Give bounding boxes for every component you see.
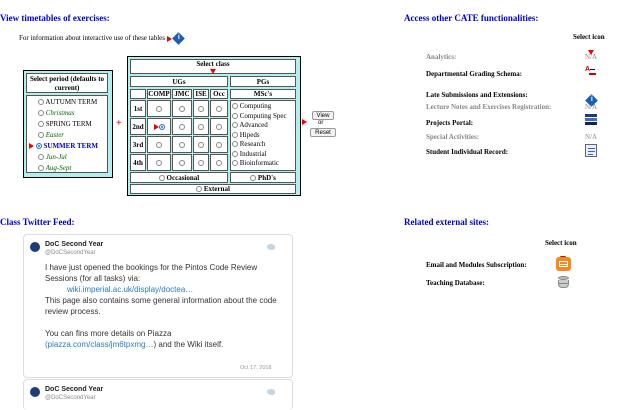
radio-selected-icon[interactable]	[159, 124, 165, 130]
msc-item[interactable]	[232, 131, 294, 141]
class-cell[interactable]	[147, 154, 171, 171]
projects-books-icon[interactable]	[585, 113, 598, 126]
timetables-heading: View timetables of exercises:	[0, 13, 110, 23]
class-cell[interactable]	[193, 118, 209, 135]
col-header: COMP	[148, 90, 170, 98]
cate-select-icon-label: Select icon	[573, 33, 605, 41]
row-header: 3rd	[130, 136, 146, 153]
pgs-header: PGs	[230, 76, 296, 87]
phd-option[interactable]	[230, 172, 296, 183]
class-cell[interactable]	[210, 100, 228, 117]
msc-label: Hipeds	[239, 130, 260, 139]
radio-icon[interactable]	[38, 99, 44, 105]
msc-label: Research	[239, 140, 266, 148]
tweet-body: I have just opened the bookings for the Pintos Code Review Sessions (for all tasks) via: wiki.imperial.ac.uk/display/doctea… This page also contains some general information about the code review process. You can fins more details on Piazza (piazza.com/class/jm6tpxmg…) and the Wiki itself.	[45, 262, 287, 350]
cate-heading: Access other CATE functionalities:	[404, 13, 539, 23]
grading-schema-icon[interactable]: A	[585, 66, 598, 78]
term-item[interactable]	[29, 108, 105, 119]
term-item[interactable]	[29, 97, 105, 108]
radio-icon[interactable]	[216, 106, 222, 112]
cate-row-label: Departmental Grading Schema:	[426, 70, 523, 78]
info-icon[interactable]	[172, 32, 185, 45]
radio-icon[interactable]	[216, 160, 222, 166]
col-header: ISE	[193, 89, 209, 99]
cate-row-label: Student Individual Record:	[426, 148, 509, 156]
tweet-card[interactable]	[23, 379, 293, 410]
cate-row-label: Analytics:	[426, 53, 457, 61]
term-label: Jun-Jul	[45, 153, 67, 161]
row-header: 2nd	[130, 118, 146, 135]
arrow-right-icon	[29, 143, 34, 149]
radio-icon[interactable]	[156, 106, 162, 112]
radio-icon[interactable]	[156, 142, 162, 148]
radio-icon[interactable]	[38, 121, 44, 127]
class-cell[interactable]	[193, 154, 209, 171]
tweet-link[interactable]: wiki.imperial.ac.uk/display/doctea…	[67, 285, 194, 294]
radio-icon[interactable]	[159, 175, 165, 181]
term-label: Easter	[45, 131, 65, 139]
radio-icon[interactable]	[198, 106, 204, 112]
record-document-icon[interactable]	[585, 144, 597, 157]
external-row-label: Teaching Database:	[426, 279, 485, 287]
radio-icon[interactable]	[216, 124, 222, 130]
msc-item[interactable]	[232, 112, 294, 122]
radio-icon[interactable]	[198, 142, 204, 148]
cate-na: N/A	[585, 53, 598, 61]
reset-button[interactable]: Reset	[310, 128, 336, 137]
term-item-current[interactable]	[29, 141, 105, 152]
tweet-handle[interactable]: @DoCSecondYear	[45, 395, 96, 401]
term-label: Aug-Sept	[45, 164, 72, 172]
class-panel	[127, 56, 301, 196]
msc-label: Advanced	[239, 121, 268, 129]
radio-icon[interactable]	[179, 106, 185, 112]
twitter-bird-icon[interactable]	[267, 389, 275, 395]
cate-na: N/A	[585, 133, 598, 141]
radio-icon[interactable]	[232, 103, 238, 109]
info-text: For information about interactive use of these tables	[19, 34, 165, 43]
tweet-text: This page also contains some general information about the code review process.	[45, 296, 277, 316]
radio-icon[interactable]	[216, 142, 222, 148]
avatar[interactable]	[30, 242, 40, 252]
class-cell[interactable]	[193, 136, 209, 153]
arrow-right-icon	[302, 113, 307, 131]
term-item[interactable]	[29, 152, 105, 163]
radio-icon[interactable]	[179, 124, 185, 130]
msc-item[interactable]	[232, 121, 294, 131]
radio-icon[interactable]	[38, 154, 44, 160]
row-header: 1st	[130, 100, 146, 117]
avatar[interactable]	[30, 387, 40, 397]
cate-na: N/A	[585, 103, 598, 111]
tweet-text: You can fins more details on Piazza	[45, 329, 172, 338]
radio-icon[interactable]	[250, 175, 256, 181]
radio-icon[interactable]	[38, 165, 44, 171]
database-icon[interactable]	[558, 276, 569, 289]
cate-row-label: Projects Portal:	[426, 119, 474, 127]
radio-icon[interactable]	[38, 110, 44, 116]
tweet-text: I have just opened the bookings for the Pintos Code Review Sessions (for all tasks) via:	[45, 263, 258, 283]
plus-sign: +	[116, 118, 122, 129]
col-header: Occ	[210, 89, 228, 99]
external-row-label: Email and Modules Subscription:	[426, 261, 527, 269]
radio-icon[interactable]	[232, 160, 238, 166]
term-item[interactable]	[29, 130, 105, 141]
radio-selected-icon[interactable]	[36, 143, 42, 149]
class-cell[interactable]	[147, 100, 171, 117]
col-header: JMC	[172, 89, 192, 99]
row-header: 4th	[130, 154, 146, 171]
tweet-handle[interactable]: @DoCSecondYear	[45, 250, 96, 256]
msc-item[interactable]	[232, 159, 294, 169]
msc-label: Computing Spec	[239, 111, 287, 120]
msc-label: Computing	[239, 102, 272, 110]
tweet-card[interactable]	[23, 234, 293, 378]
msc-label: Industrial	[239, 149, 267, 158]
tweet-author[interactable]: DoC Second Year	[45, 386, 104, 393]
msc-item[interactable]	[232, 150, 294, 160]
phd-label: PhD's	[257, 174, 276, 182]
term-label: SUMMER TERM	[43, 142, 99, 150]
term-label: SPRING TERM	[45, 120, 92, 128]
cate-row-label: Lecture Notes and Exercises Registration:	[426, 103, 552, 111]
tweet-author[interactable]: DoC Second Year	[45, 241, 104, 248]
corner-cell	[130, 89, 146, 99]
radio-icon[interactable]	[38, 132, 44, 138]
tweet-text: ) and the Wiki itself.	[153, 340, 224, 349]
period-panel	[23, 70, 113, 178]
twitter-heading: Class Twitter Feed:	[0, 217, 75, 227]
arrow-down-icon	[210, 69, 216, 74]
class-cell[interactable]	[210, 136, 228, 153]
info-line	[19, 34, 183, 43]
class-cell-selected[interactable]	[147, 118, 171, 135]
external-heading: Related external sites:	[404, 217, 489, 227]
term-item[interactable]	[29, 163, 105, 174]
class-cell[interactable]	[210, 154, 228, 171]
view-button[interactable]: View	[312, 111, 334, 120]
radio-icon[interactable]	[232, 113, 238, 119]
msc-list	[230, 100, 296, 171]
msc-item[interactable]	[232, 102, 294, 112]
radio-icon[interactable]	[232, 151, 238, 157]
class-cell[interactable]	[172, 136, 192, 153]
class-cell[interactable]	[172, 154, 192, 171]
msc-header: MSc's	[230, 89, 296, 99]
arrow-right-icon	[154, 124, 159, 130]
external-select-icon-label: Select icon	[545, 239, 577, 247]
class-cell[interactable]	[172, 118, 192, 135]
radio-icon[interactable]	[232, 141, 238, 147]
msc-item[interactable]	[232, 140, 294, 150]
radio-icon[interactable]	[196, 186, 202, 192]
term-label: AUTUMN TERM	[45, 98, 98, 106]
email-icon[interactable]	[556, 257, 571, 271]
or-label: or	[318, 120, 324, 126]
period-header: Select period (defaults to current)	[26, 73, 108, 93]
term-label: Christmas	[45, 109, 75, 117]
cate-row-label: Late Submissions and Extensions:	[426, 91, 528, 99]
radio-icon[interactable]	[179, 142, 185, 148]
radio-icon[interactable]	[198, 160, 204, 166]
msc-label: Bioinformatic	[239, 159, 280, 167]
radio-icon[interactable]	[156, 160, 162, 166]
class-cell[interactable]	[193, 100, 209, 117]
class-cell[interactable]	[172, 100, 192, 117]
external-label: External	[203, 185, 230, 193]
tweet-link[interactable]: piazza.com/class/jm6tpxmg…	[47, 340, 154, 349]
class-header	[130, 59, 296, 74]
arrow-right-icon	[167, 36, 172, 42]
external-option[interactable]	[130, 184, 296, 194]
period-list	[26, 95, 108, 173]
radio-icon[interactable]	[232, 122, 238, 128]
occasional-label: Occasional	[166, 174, 200, 182]
radio-icon[interactable]	[179, 160, 185, 166]
tweet-date[interactable]: Oct 17, 2018	[240, 365, 272, 371]
class-cell[interactable]	[147, 136, 171, 153]
class-header-label: Select class	[196, 60, 230, 68]
class-cell[interactable]	[210, 118, 228, 135]
twitter-bird-icon[interactable]	[267, 244, 275, 250]
term-item[interactable]	[29, 119, 105, 130]
cate-row-label: Special Activities:	[426, 133, 480, 141]
radio-icon[interactable]	[232, 132, 238, 138]
radio-icon[interactable]	[198, 124, 204, 130]
ugs-header: UGs	[130, 76, 228, 87]
occasional-option[interactable]	[130, 172, 228, 183]
